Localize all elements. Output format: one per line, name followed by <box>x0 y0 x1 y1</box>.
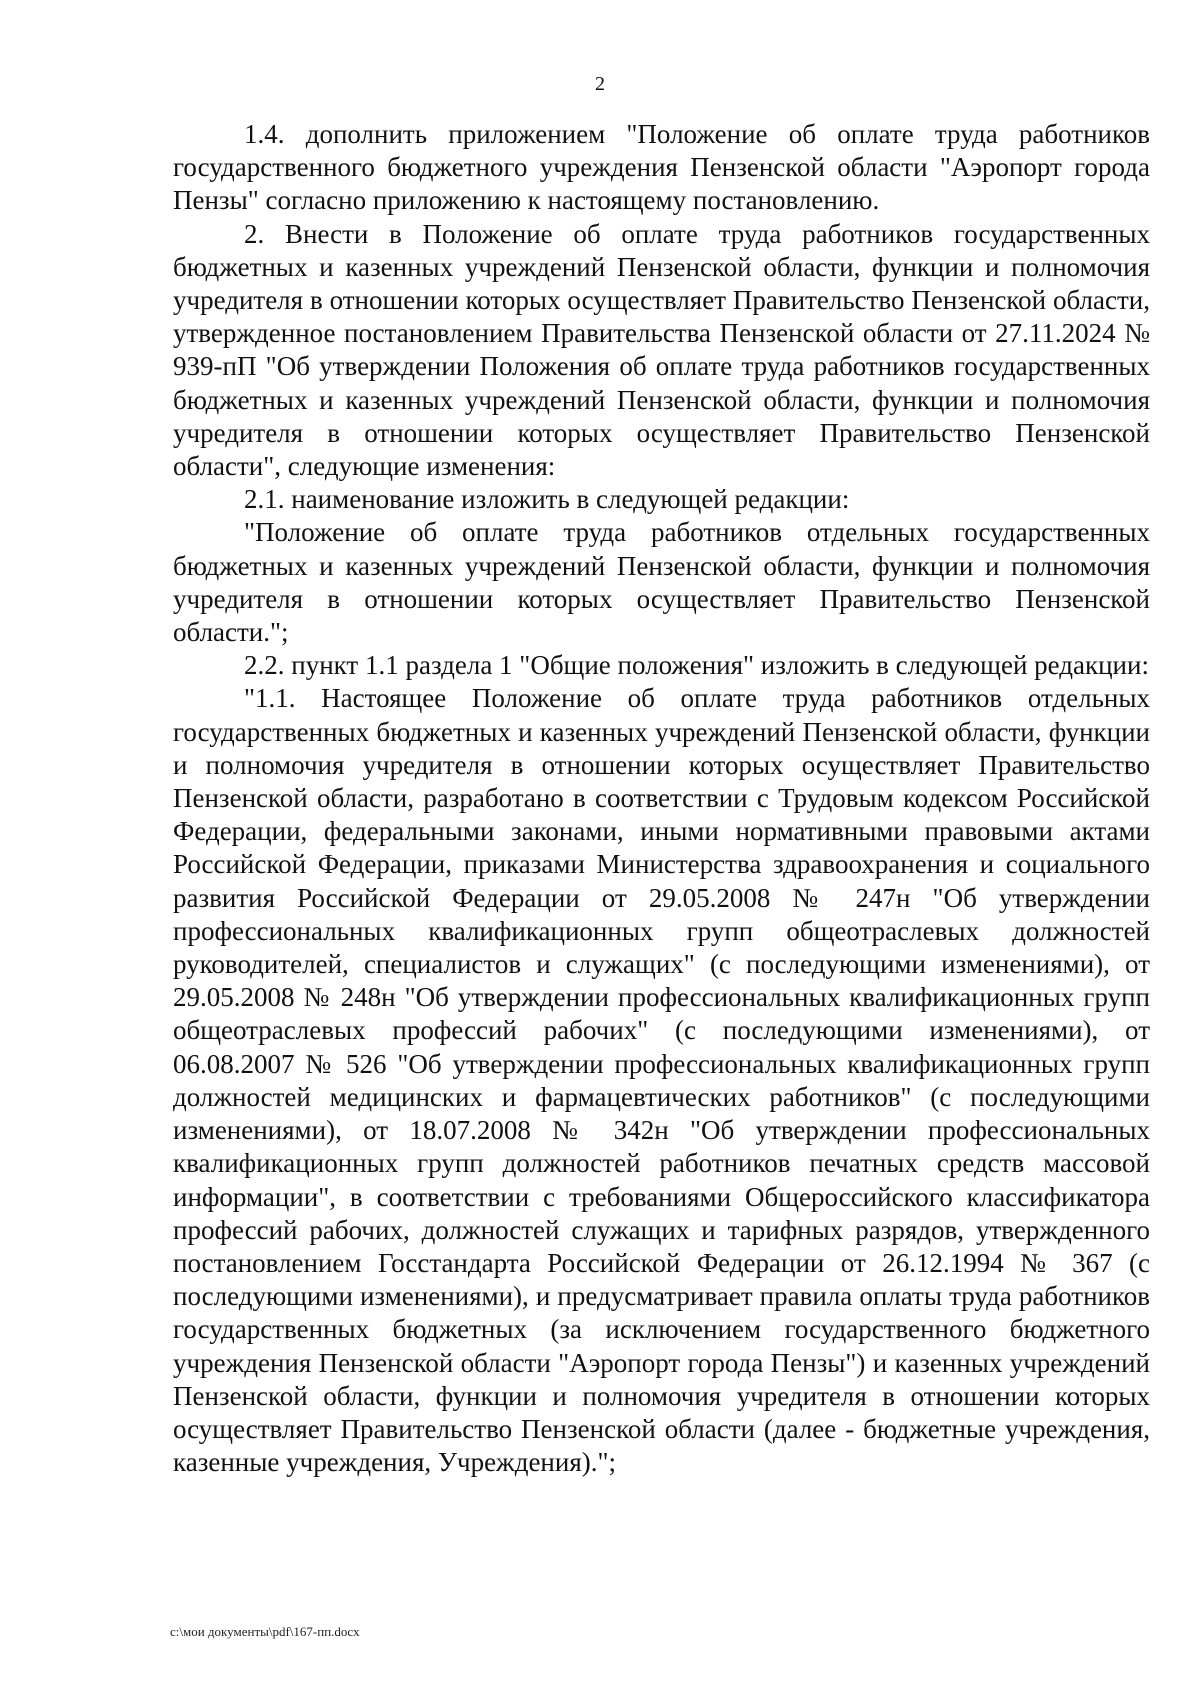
paragraph-2: 2. Внести в Положение об оплате труда работников государственных бюджетных и казенных учреждений Пензенской области, функции и полномочия учредителя в отношении которых осуществляет Правительство Пензенской области, утвержденное постановлением Правительства Пензенской области от 27.11.2024 № 939-пП "Об утверждении Положения об оплате труда работников государственных бюджетных и казенных учреждений Пензенской области, функции и полномочия учредителя в отношении которых осуществляет Правительство Пензенской области", следующие изменения: <box>173 218 1150 482</box>
footer-file-path: c:\мои документы\pdf\167-пп.docx <box>170 1624 360 1639</box>
paragraph-2-2: 2.2. пункт 1.1 раздела 1 "Общие положения" изложить в следующей редакции: <box>244 650 1149 681</box>
paragraph-new-title: "Положение об оплате труда работников отдельных государственных бюджетных и казенных учреждений Пензенской области, функции и полномочия учредителя в отношении которых осуществляет Правительство Пензенской области."; <box>173 517 1150 648</box>
paragraph-1-1-text: "1.1. Настоящее Положение об оплате труда работников отдельных государственных бюджетных и казенных учреждений Пензенской области, функции и полномочия учредителя в отношении которых осуществляет Правительство Пензенской области, разработано в соответствии с Трудовым кодексом Российской Федерации, федеральными законами, иными нормативными правовыми актами Российской Федерации, приказами Министерства здравоохранения и социального развития Российской Федерации от 29.05.2008 № 247н "Об утверждении профессиональных квалификационных групп общеотраслевых должностей руководителей, специалистов и служащих" (с последующими изменениями), от 29.05.2008 № 248н "Об утверждении профессиональных квалификационных групп общеотраслевых профессий рабочих" (с последующими изменениями), от 06.08.2007 № 526 "Об утверждении профессиональных квалификационных групп должностей медицинских и фармацевтических работников" (с последующими изменениями), от 18.07.2008 № 342н "Об утверждении профессиональных квалификационных групп должностей работников печатных средств массовой информации", в соответствии с требованиями Общероссийского классификатора профессий рабочих, должностей служащих и тарифных разрядов, утвержденного постановлением Госстандарта Российской Федерации от 26.12.1994 № 367 (с последующими изменениями), и предусматривает правила оплаты труда работников государственных бюджетных (за исключением государственного бюджетного учреждения Пензенской области "Аэропорт города Пензы") и казенных учреждений Пензенской области, функции и полномочия учредителя в отношении которых осуществляет Правительство Пензенской области (далее - бюджетные учреждения, казенные учреждения, Учреждения)."; <box>173 683 1150 1478</box>
document-body <box>173 118 1150 1479</box>
page-number: 2 <box>595 73 605 95</box>
paragraph-1-4: 1.4. дополнить приложением "Положение об оплате труда работников государственного бюджетного учреждения Пензенской области "Аэропорт города Пензы" согласно приложению к настоящему постановлению. <box>173 119 1150 216</box>
paragraph-2-1: 2.1. наименование изложить в следующей редакции: <box>244 484 850 515</box>
